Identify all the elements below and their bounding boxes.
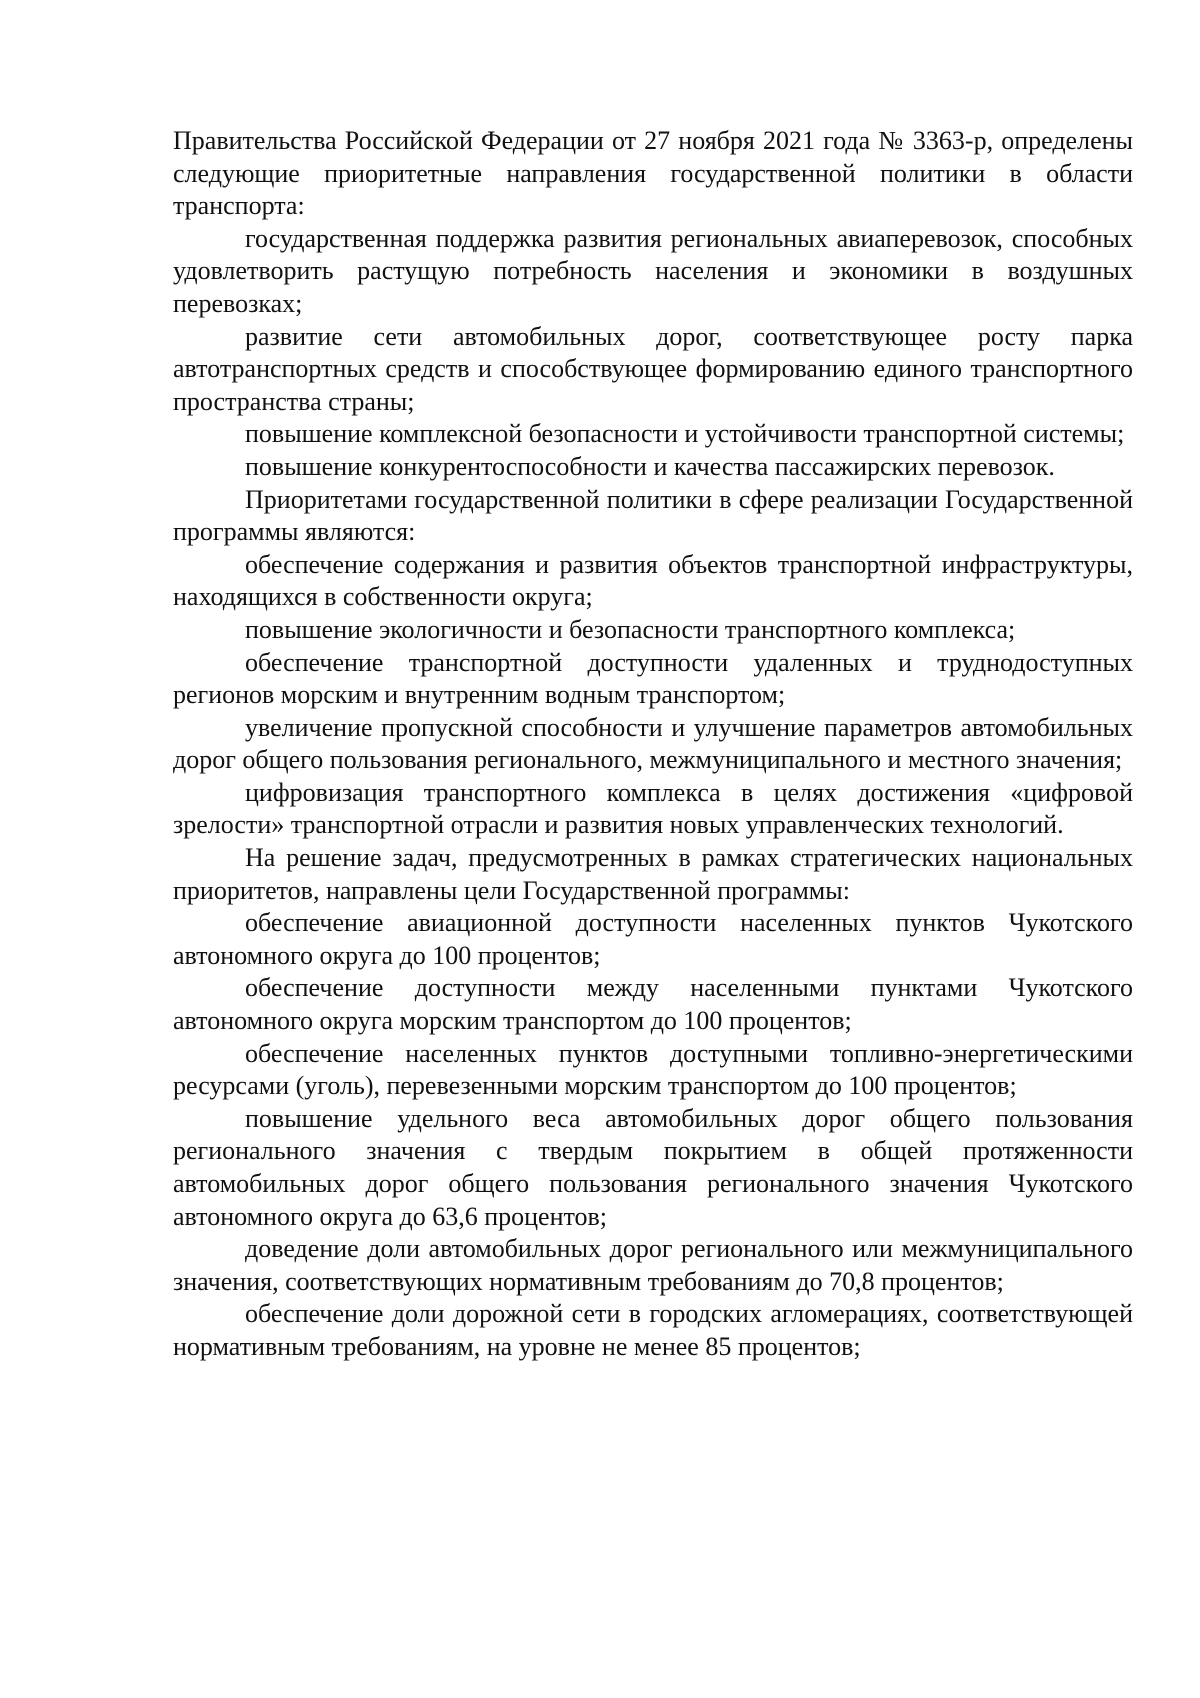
paragraph-goal-normative-roads: доведение доли автомобильных дорог регионального или межмуниципального значения, соответствующих нормативным требованиям до 70,8 процентов; bbox=[173, 1234, 1133, 1296]
paragraph-road-capacity: увеличение пропускной способности и улучшение параметров автомобильных дорог общего пользования регионального, межмуниципального и местного значения; bbox=[173, 712, 1133, 775]
paragraph-goal-fuel: обеспечение населенных пунктов доступными топливно-энергетическими ресурсами (уголь), перевезенными морским транспортом до 100 процентов; bbox=[173, 1038, 1133, 1101]
paragraph-digitalization: цифровизация транспортного комплекса в целях достижения «цифровой зрелости» транспортной отрасли и развития новых управленческих технологий. bbox=[173, 777, 1133, 840]
paragraph-infrastructure: обеспечение содержания и развития объектов транспортной инфраструктуры, находящихся в собственности округа; bbox=[173, 549, 1133, 612]
paragraph-intro: Правительства Российской Федерации от 27 ноября 2021 года № 3363-р, определены следующие приоритетные направления государственной политики в области транспорта: bbox=[173, 126, 1133, 221]
paragraph-goal-agglomeration: обеспечение доли дорожной сети в городских агломерациях, соответствующей нормативным требованиям, на уровне не менее 85 процентов; bbox=[173, 1299, 1133, 1361]
paragraph-goal-sea: обеспечение доступности между населенными пунктами Чукотского автономного округа морским транспортом до 100 процентов; bbox=[173, 973, 1133, 1036]
paragraph-program-priorities: Приоритетами государственной политики в сфере реализации Государственной программы являются: bbox=[173, 484, 1133, 547]
document-body bbox=[173, 125, 1133, 1364]
paragraph-priority-safety: повышение комплексной безопасности и устойчивости транспортной системы; bbox=[245, 419, 1125, 449]
paragraph-priority-aviation: государственная поддержка развития региональных авиаперевозок, способных удовлетворить растущую потребность населения и экономики в воздушных перевозках; bbox=[173, 223, 1133, 318]
paragraph-goals-intro: На решение задач, предусмотренных в рамках стратегических национальных приоритетов, направлены цели Государственной программы: bbox=[173, 843, 1133, 905]
paragraph-goal-aviation: обеспечение авиационной доступности населенных пунктов Чукотского автономного округа до 100 процентов; bbox=[173, 908, 1133, 970]
paragraph-remote-regions: обеспечение транспортной доступности удаленных и труднодоступных регионов морским и внутренним водным транспортом; bbox=[173, 647, 1133, 710]
paragraph-ecology: повышение экологичности и безопасности транспортного комплекса; bbox=[245, 614, 1016, 644]
paragraph-goal-hard-surface: повышение удельного веса автомобильных дорог общего пользования регионального значения с твердым покрытием в общей протяженности автомобильных дорог общего пользования регионального значения Чукотского автономного округа до 63,6 процентов; bbox=[173, 1103, 1133, 1231]
paragraph-priority-roads: развитие сети автомобильных дорог, соответствующее росту парка автотранспортных средств и способствующее формированию единого транспортного пространства страны; bbox=[173, 321, 1133, 416]
paragraph-priority-passenger: повышение конкурентоспособности и качества пассажирских перевозок. bbox=[245, 451, 1055, 481]
